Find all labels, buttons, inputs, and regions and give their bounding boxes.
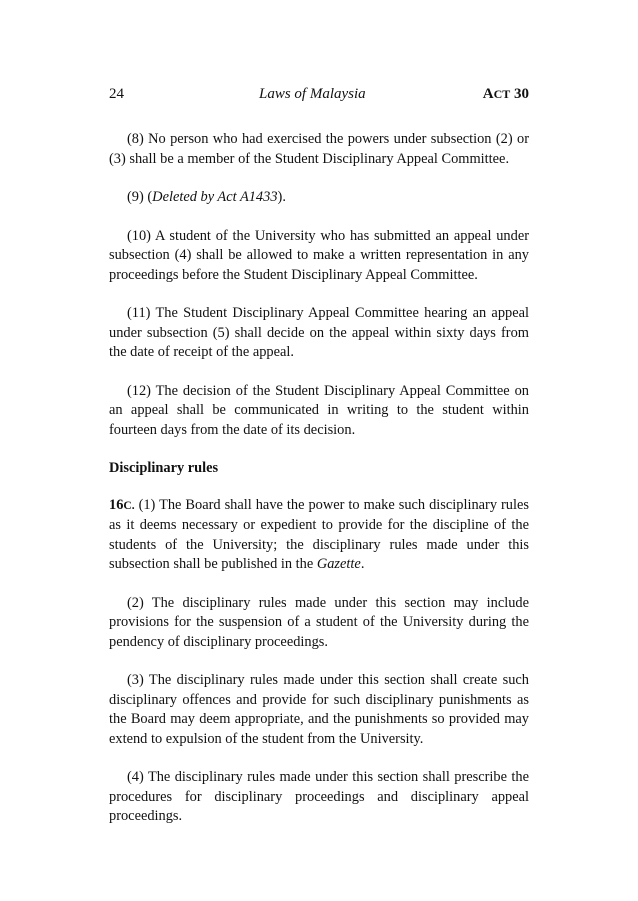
subsection-10: (10) A student of the University who has submitted an appeal under subsection (4) shall be allowed to make a written representation in any proceedings before the Student Disciplinary Appeal Committee.: [109, 227, 529, 283]
gazette-reference: Gazette: [316, 556, 361, 572]
section-number-smallcaps: C.: [123, 499, 135, 512]
running-header: [109, 86, 529, 108]
act-number-value: 30: [510, 86, 529, 102]
subsection-9-prefix: (9) (: [127, 189, 153, 205]
subsection-8: (8) No person who had exercised the powers under subsection (2) or (3) shall be a member of the Student Disciplinary Appeal Committee.: [109, 131, 529, 167]
section-16c-subsection-4: (4) The disciplinary rules made under this section shall prescribe the procedures for disciplinary proceedings and disciplinary appeal proceedings.: [109, 769, 529, 824]
document-page: [109, 86, 529, 846]
section-16c-subsection-2: (2) The disciplinary rules made under this section may include provisions for the suspension of a student of the University during the pendency of disciplinary proceedings.: [109, 594, 529, 650]
page-number: 24: [109, 86, 124, 102]
running-title: Laws of Malaysia: [259, 86, 366, 102]
subsection-12: (12) The decision of the Student Disciplinary Appeal Committee on an appeal shall be communicated in writing to the student within fourteen days from the date of its decision.: [109, 382, 529, 438]
act-smallcaps: CT: [493, 87, 511, 101]
section-number-main: 16: [109, 496, 124, 513]
document-body: [109, 130, 529, 827]
subsection-9-suffix: ).: [277, 189, 286, 205]
section-16c-subsection-1: [109, 496, 529, 575]
section-16c-subsection-1-end: .: [360, 556, 365, 572]
subsection-9: [109, 188, 529, 208]
act-number: [483, 86, 529, 103]
section-16c-subsection-1-text: (1) The Board shall have the power to make such disciplinary rules as it deems necessary or expedient to provide for the discipline of the students of the University; the disciplinary rules made under this subsection shall be published in the: [109, 496, 529, 572]
act-prefix: A: [482, 86, 494, 102]
section-number: [109, 497, 135, 513]
subsection-11: (11) The Student Disciplinary Appeal Committee hearing an appeal under subsection (5) shall decide on the appeal within sixty days from the date of receipt of the appeal.: [109, 305, 529, 360]
subsection-9-deleted-note: Deleted by Act A1433: [152, 189, 278, 205]
section-heading: Disciplinary rules: [109, 460, 219, 476]
section-16c-subsection-3: (3) The disciplinary rules made under this section shall create such disciplinary offences and provide for such disciplinary punishments as the Board may deem appropriate, and the punishments so provided may extend to expulsion of the student from the University.: [109, 672, 529, 747]
